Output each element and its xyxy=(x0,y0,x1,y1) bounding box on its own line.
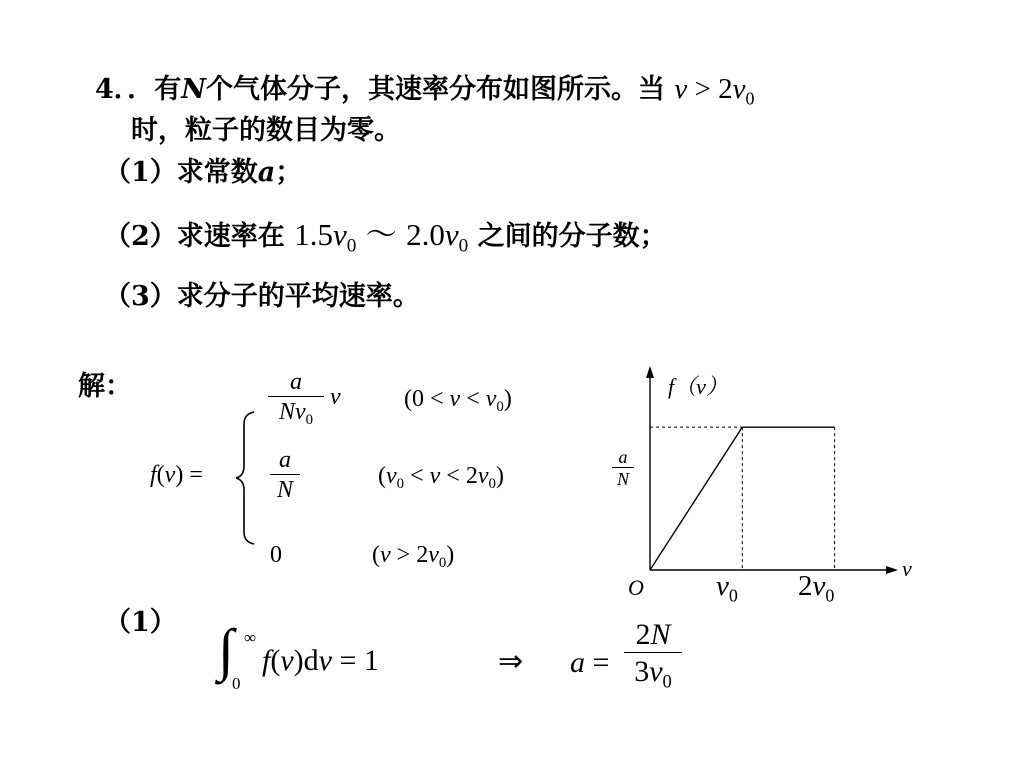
fraction-a-over-N: a N xyxy=(270,446,300,505)
x-axis-label: v xyxy=(902,556,912,581)
question-2-num: （2） xyxy=(104,221,177,252)
question-1-var: a xyxy=(257,157,276,188)
question-3-num: （3） xyxy=(104,281,177,312)
problem-N: N xyxy=(181,74,206,105)
distribution-graph xyxy=(600,360,930,610)
piece-3-zero: 0 xyxy=(270,542,282,568)
fraction-a-over-Nv0: a $Nv_0$ xyxy=(268,368,324,435)
a-equals: a = xyxy=(570,646,610,679)
problem-line-1 xyxy=(95,72,754,115)
problem-line1-mid: 个气体分子，其速率分布如图所示。当 xyxy=(205,74,665,105)
y-tick-a-over-N: a N xyxy=(612,447,634,490)
piecewise-lhs: f(v) = xyxy=(150,462,203,488)
x-axis-arrow-icon xyxy=(886,566,898,574)
x-tick-2v0: $2v_0$ xyxy=(798,570,835,606)
problem-number: 4．． xyxy=(95,74,155,105)
condition-v-gt-2v0: $v > 2v_0$ xyxy=(674,73,755,109)
piece-3-condition: $(v > 2v_0)$ xyxy=(372,542,455,572)
brace-icon xyxy=(234,410,258,546)
range-lower: 1.5 xyxy=(294,217,333,252)
range-upper: 2.0 xyxy=(406,217,445,252)
question-3-text: 求分子的平均速率。 xyxy=(176,281,420,312)
y-axis-label: f（v） xyxy=(668,374,728,399)
origin-label: O xyxy=(628,575,644,600)
question-2-end: 之间的分子数； xyxy=(477,221,667,252)
fraction-2N-over-3v0: 2N $3v_0$ xyxy=(624,618,682,702)
part-1-label: （1） xyxy=(104,607,177,638)
question-1-end: ； xyxy=(275,157,303,188)
solution-label: 解： xyxy=(78,371,132,402)
question-3 xyxy=(104,280,420,314)
x-tick-v0: $v_0$ xyxy=(716,570,738,606)
piece-1-v: v xyxy=(330,384,341,410)
problem-line1-prefix: 有 xyxy=(154,74,182,105)
question-2-text: 求速率在 xyxy=(176,221,285,252)
y-axis-arrow-icon xyxy=(646,366,654,378)
question-1-text: 求常数 xyxy=(176,157,258,188)
distribution-segment-1 xyxy=(650,427,742,570)
range-tilde: ～ xyxy=(365,217,397,252)
question-1 xyxy=(104,156,302,190)
question-2: （2）求速率在 $1.5v_0$ ～ $2.0v_0$ 之间的分子数； xyxy=(104,217,667,257)
piece-1-condition: $(0 < v < v_0)$ xyxy=(404,386,512,416)
problem-line-2: 时，粒子的数目为零。 xyxy=(131,115,401,146)
implies-arrow-icon: ⇒ xyxy=(498,645,524,678)
question-1-num: （1） xyxy=(104,157,177,188)
integral-equation: ∫ ∞ 0 f(v)dv = 1 xyxy=(218,617,379,693)
piece-2-condition: $(v_0 < v < 2v_0)$ xyxy=(378,463,504,493)
